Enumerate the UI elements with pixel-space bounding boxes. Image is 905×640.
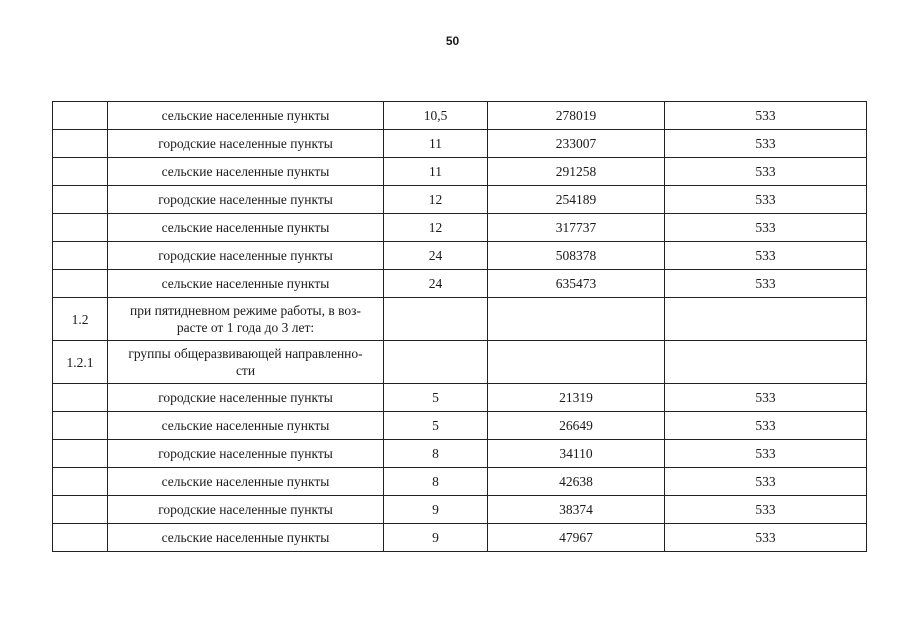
row-number-cell	[53, 186, 108, 214]
table-row	[53, 130, 867, 158]
table-row	[53, 412, 867, 440]
row-number-cell: 1.2	[53, 298, 108, 341]
settlement-type-cell: сельские населенные пункты	[108, 102, 384, 130]
hours-cell: 12	[384, 186, 488, 214]
days-cell: 533	[665, 496, 867, 524]
settlement-type-cell: городские населенные пункты	[108, 242, 384, 270]
row-number-cell	[53, 102, 108, 130]
days-cell: 533	[665, 186, 867, 214]
table-row	[53, 214, 867, 242]
cost-cell	[488, 341, 665, 384]
cost-cell: 47967	[488, 524, 665, 552]
days-cell: 533	[665, 468, 867, 496]
section-title-line: группы общеразвивающей направленно-	[128, 346, 363, 361]
cost-cell: 291258	[488, 158, 665, 186]
cost-cell: 42638	[488, 468, 665, 496]
section-row	[53, 341, 867, 384]
tariff-table	[52, 101, 867, 552]
days-cell: 533	[665, 242, 867, 270]
table-row	[53, 496, 867, 524]
days-cell: 533	[665, 524, 867, 552]
days-cell: 533	[665, 384, 867, 412]
settlement-type-cell: сельские населенные пункты	[108, 412, 384, 440]
cost-cell	[488, 298, 665, 341]
hours-cell: 12	[384, 214, 488, 242]
row-number-cell	[53, 524, 108, 552]
hours-cell: 9	[384, 496, 488, 524]
cost-cell: 278019	[488, 102, 665, 130]
row-number-cell	[53, 214, 108, 242]
settlement-type-cell: городские населенные пункты	[108, 186, 384, 214]
row-number-cell	[53, 270, 108, 298]
settlement-type-cell: городские населенные пункты	[108, 440, 384, 468]
hours-cell: 11	[384, 158, 488, 186]
cost-cell: 508378	[488, 242, 665, 270]
hours-cell: 24	[384, 242, 488, 270]
days-cell: 533	[665, 214, 867, 242]
settlement-type-cell: сельские населенные пункты	[108, 270, 384, 298]
settlement-type-cell: городские населенные пункты	[108, 496, 384, 524]
table-row	[53, 440, 867, 468]
cost-cell: 34110	[488, 440, 665, 468]
days-cell	[665, 298, 867, 341]
table-row	[53, 270, 867, 298]
table-row	[53, 384, 867, 412]
hours-cell: 8	[384, 440, 488, 468]
row-number-cell: 1.2.1	[53, 341, 108, 384]
row-number-cell	[53, 384, 108, 412]
row-number-cell	[53, 130, 108, 158]
hours-cell: 24	[384, 270, 488, 298]
settlement-type-cell: сельские населенные пункты	[108, 524, 384, 552]
days-cell: 533	[665, 102, 867, 130]
table-row	[53, 242, 867, 270]
days-cell: 533	[665, 158, 867, 186]
hours-cell: 5	[384, 412, 488, 440]
table-row	[53, 158, 867, 186]
section-title-cell	[108, 341, 384, 384]
settlement-type-cell: городские населенные пункты	[108, 384, 384, 412]
table-row	[53, 468, 867, 496]
settlement-type-cell: сельские населенные пункты	[108, 158, 384, 186]
hours-cell	[384, 341, 488, 384]
section-row	[53, 298, 867, 341]
row-number-cell	[53, 496, 108, 524]
row-number-cell	[53, 412, 108, 440]
cost-cell: 635473	[488, 270, 665, 298]
table-row	[53, 524, 867, 552]
hours-cell	[384, 298, 488, 341]
days-cell: 533	[665, 270, 867, 298]
row-number-cell	[53, 440, 108, 468]
days-cell: 533	[665, 440, 867, 468]
settlement-type-cell: сельские населенные пункты	[108, 214, 384, 242]
table-row	[53, 102, 867, 130]
cost-cell: 38374	[488, 496, 665, 524]
days-cell: 533	[665, 412, 867, 440]
row-number-cell	[53, 242, 108, 270]
cost-cell: 317737	[488, 214, 665, 242]
section-title-line: расте от 1 года до 3 лет:	[176, 320, 315, 335]
cost-cell: 254189	[488, 186, 665, 214]
row-number-cell	[53, 468, 108, 496]
section-title-cell	[108, 298, 384, 341]
section-title-line: сти	[235, 363, 256, 378]
table-row	[53, 186, 867, 214]
hours-cell: 5	[384, 384, 488, 412]
hours-cell: 9	[384, 524, 488, 552]
hours-cell: 8	[384, 468, 488, 496]
cost-cell: 26649	[488, 412, 665, 440]
days-cell: 533	[665, 130, 867, 158]
settlement-type-cell: сельские населенные пункты	[108, 468, 384, 496]
hours-cell: 11	[384, 130, 488, 158]
row-number-cell	[53, 158, 108, 186]
page-number: 50	[445, 34, 460, 48]
cost-cell: 233007	[488, 130, 665, 158]
section-title-line: при пятидневном режиме работы, в воз-	[130, 303, 361, 318]
settlement-type-cell: городские населенные пункты	[108, 130, 384, 158]
hours-cell: 10,5	[384, 102, 488, 130]
days-cell	[665, 341, 867, 384]
cost-cell: 21319	[488, 384, 665, 412]
